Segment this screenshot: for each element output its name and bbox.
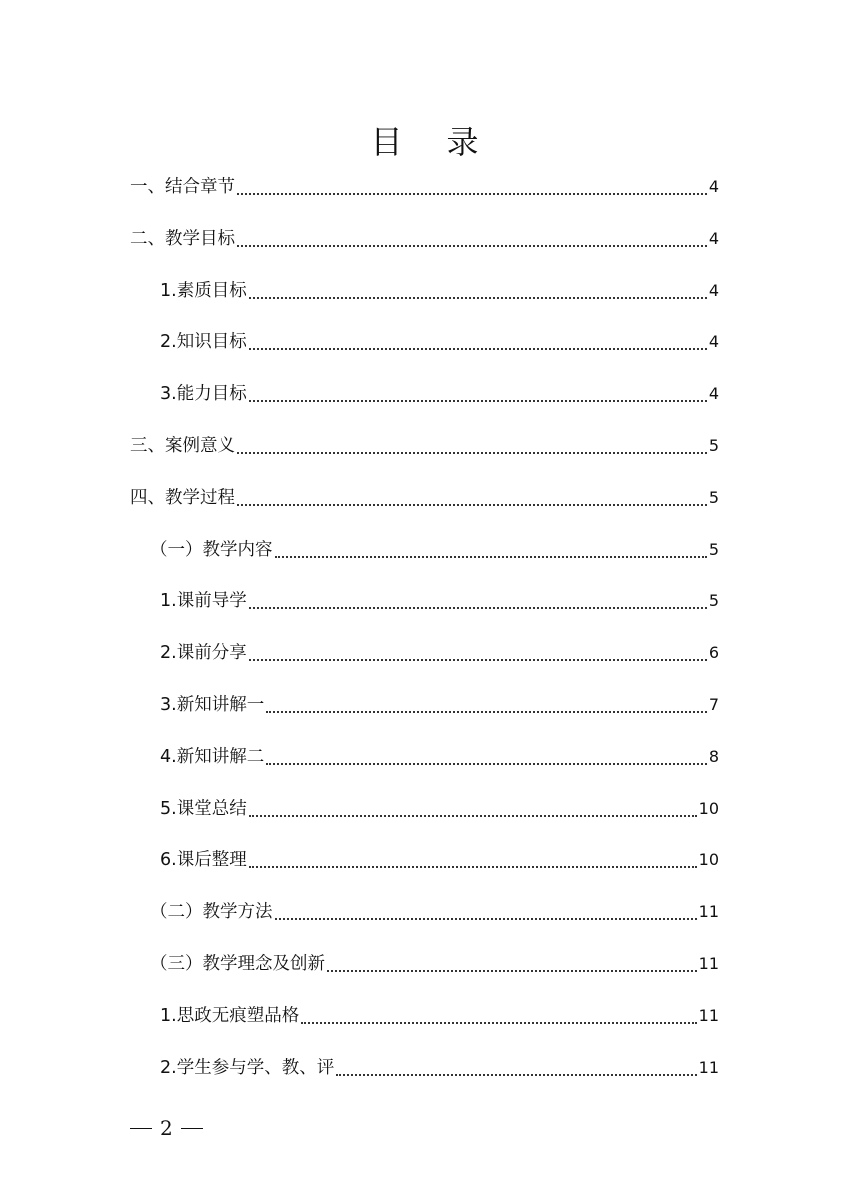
footer-dash-left — [130, 1128, 152, 1129]
toc-entry-leader-dots — [327, 970, 697, 972]
toc-entry[interactable] — [160, 638, 719, 668]
toc-entry-page-number: 4 — [708, 177, 719, 196]
toc-title-char-2: 录 — [446, 123, 479, 161]
toc-entry-label: 3.新知讲解一 — [160, 695, 265, 715]
toc-entry-label: 3.能力目标 — [160, 384, 247, 405]
toc-entry[interactable] — [160, 276, 719, 306]
toc-entry[interactable] — [150, 897, 719, 927]
toc-entry[interactable] — [160, 327, 719, 357]
toc-entry[interactable] — [150, 535, 719, 565]
toc-entry[interactable] — [160, 1053, 719, 1083]
toc-entry-page-number: 11 — [698, 1005, 719, 1025]
toc-entry-leader-dots — [249, 607, 707, 609]
toc-entry-page-number: 11 — [698, 954, 719, 973]
toc-entry-leader-dots — [237, 193, 707, 195]
toc-title — [0, 120, 849, 164]
toc-entry-label: （二）教学方法 — [150, 902, 273, 923]
toc-entry-label: 1.素质目标 — [160, 280, 247, 301]
toc-entry-leader-dots — [249, 400, 707, 402]
toc-entry-leader-dots — [275, 556, 707, 558]
toc-entry-label: 2.学生参与学、教、评 — [160, 1057, 335, 1078]
toc-entry-leader-dots — [249, 659, 707, 661]
toc-title-char-1: 目 — [370, 123, 403, 161]
toc-entry-page-number: 4 — [708, 332, 719, 352]
toc-entry-leader-dots — [237, 452, 707, 454]
page-footer — [130, 1116, 203, 1140]
toc-entry-page-number: 10 — [698, 798, 719, 818]
toc-entry[interactable] — [160, 690, 719, 720]
toc-entry-page-number: 11 — [698, 902, 719, 922]
toc-entry-label: 二、教学目标 — [130, 228, 235, 249]
toc-entry-label: 1.思政无痕塑品格 — [160, 1005, 300, 1026]
toc-entry-label: 5.课堂总结 — [160, 798, 247, 819]
toc-entry-label: 4.新知讲解二 — [160, 746, 265, 767]
toc-entry-label: 2.知识目标 — [160, 332, 247, 353]
toc-entry-page-number: 11 — [698, 1057, 719, 1077]
footer-dash-right — [181, 1128, 203, 1129]
toc-entry[interactable] — [160, 586, 719, 616]
toc-entry-label: （一）教学内容 — [150, 539, 273, 560]
toc-entry-label: 2.课前分享 — [160, 643, 247, 664]
toc-entry-leader-dots — [237, 504, 707, 506]
toc-entry-page-number: 7 — [708, 695, 719, 714]
toc-entry-label: 一、结合章节 — [130, 177, 235, 197]
toc-entry[interactable] — [130, 431, 719, 461]
toc-entry-label: 1.课前导学 — [160, 591, 247, 612]
toc-entry-leader-dots — [275, 918, 697, 920]
toc-entry[interactable] — [160, 742, 719, 772]
toc-entry-leader-dots — [249, 348, 707, 350]
toc-entry-label: 三、案例意义 — [130, 436, 235, 456]
toc-entry-label: （三）教学理念及创新 — [150, 954, 325, 974]
toc-entry-page-number: 5 — [708, 487, 719, 507]
toc-entry-leader-dots — [249, 815, 697, 817]
toc-entry[interactable] — [130, 172, 719, 202]
toc-entry-page-number: 4 — [708, 384, 719, 404]
toc-entry[interactable] — [130, 224, 719, 254]
toc-entry-leader-dots — [237, 245, 707, 247]
toc-entry-page-number: 5 — [708, 591, 719, 611]
toc-entry-leader-dots — [249, 297, 707, 299]
toc-entry-page-number: 10 — [698, 850, 719, 870]
toc-entry-page-number: 4 — [708, 228, 719, 248]
toc-entry[interactable] — [160, 1001, 719, 1031]
toc-entry-label: 6.课后整理 — [160, 850, 247, 871]
toc-entry[interactable] — [160, 379, 719, 409]
toc-entry-leader-dots — [301, 1022, 696, 1024]
toc-entry[interactable] — [150, 949, 719, 979]
toc-entry-page-number: 5 — [708, 539, 719, 559]
toc-entry-leader-dots — [266, 711, 707, 713]
toc-entry-label: 四、教学过程 — [130, 487, 235, 508]
toc-entry-page-number: 8 — [708, 746, 719, 766]
toc-entry[interactable] — [160, 794, 719, 824]
toc-entry[interactable] — [160, 845, 719, 875]
toc-entry-page-number: 4 — [708, 280, 719, 300]
toc-entry-leader-dots — [249, 866, 697, 868]
footer-page-number: 2 — [160, 1116, 173, 1140]
toc-entry[interactable] — [130, 483, 719, 513]
toc-entry-page-number: 5 — [708, 436, 719, 455]
toc-entry-leader-dots — [266, 763, 707, 765]
toc-entry-page-number: 6 — [708, 643, 719, 663]
toc-entry-leader-dots — [336, 1074, 696, 1076]
